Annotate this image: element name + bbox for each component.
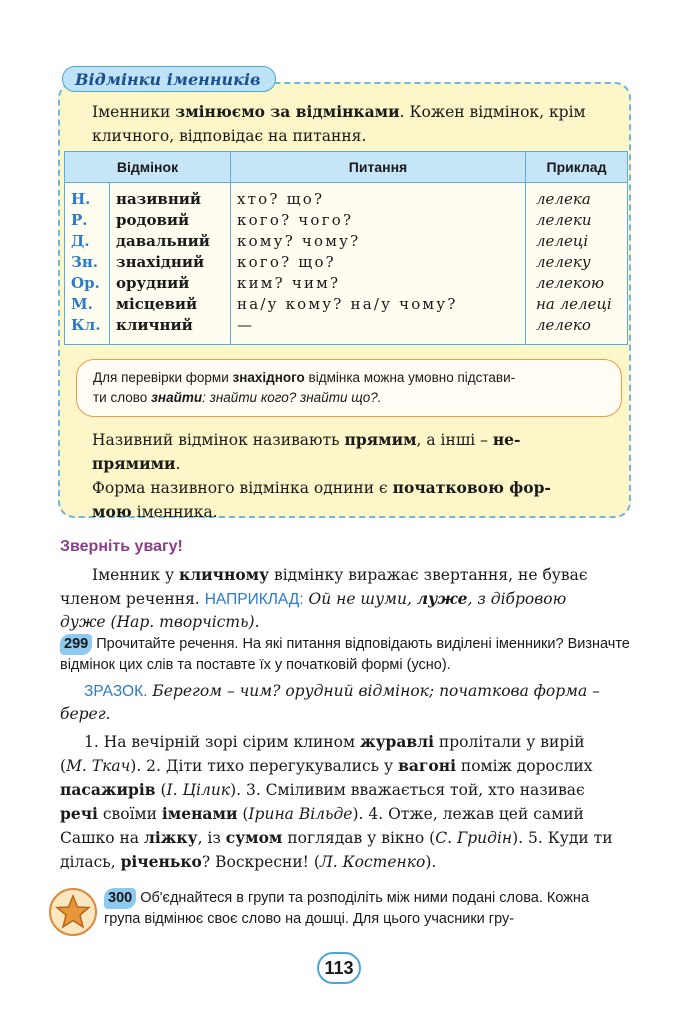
task-299 (60, 634, 640, 676)
case-example: на лелеці (536, 295, 612, 313)
name-column (110, 183, 231, 345)
attention-text: Іменник у (92, 566, 180, 584)
author: Ірина Вільде (248, 805, 353, 823)
case-name: давальний (116, 232, 210, 250)
intro-bold: змінюємо за відмінками (175, 102, 400, 121)
sentence-text: поглядав у вікно ( (282, 829, 436, 847)
highlighted-noun: вагоні (398, 756, 456, 775)
case-example: лелеці (536, 232, 589, 250)
theory-intro (92, 100, 620, 148)
highlighted-noun: ліжку (143, 828, 198, 847)
case-example: лелеку (536, 253, 591, 271)
theory-tab-title: Відмінки іменників (62, 66, 276, 92)
sample-text: Берегом – чим? орудний відмінок; початкова форма – берег. (60, 682, 600, 723)
rule-bold: мою (92, 502, 132, 521)
sentence-text: своїми (97, 805, 162, 823)
note-text: відмінка можна умовно підстави- (304, 370, 516, 385)
intro-text-2: . Кожен відмінок, крім кличного, відповідає на питання. (92, 103, 586, 145)
attention-text: . (254, 613, 260, 631)
task-number-badge: 299 (60, 634, 92, 655)
case-question: ким? чим? (237, 274, 341, 292)
case-abbr: Зн. (71, 253, 99, 271)
case-abbr: Ор. (71, 274, 100, 292)
sentence-text: ). 4. Отже, лежав цей самий Сашко на (60, 805, 584, 847)
case-question: кого? чого? (237, 211, 354, 229)
case-abbr: Н. (71, 190, 91, 208)
sentence-text: ). (425, 853, 437, 871)
case-example: лелеки (536, 211, 592, 229)
sentences-paragraph (60, 730, 616, 874)
rule-bold: прямими (92, 454, 176, 473)
sample-paragraph (60, 680, 616, 726)
note-bold-italic: знайти (151, 390, 203, 405)
case-question: кому? чому? (237, 232, 361, 250)
sentence-text: пролітали у вирій ( (60, 733, 585, 775)
case-name: орудний (116, 274, 190, 292)
case-name: родовий (116, 211, 190, 229)
sentence-text: ( (155, 781, 167, 799)
highlighted-noun: іменами (161, 804, 238, 823)
highlighted-noun: журавлі (359, 732, 434, 751)
example-bold-italic: луже (416, 589, 468, 608)
author: Л. Костенко (319, 853, 426, 871)
case-example: лелеко (536, 316, 591, 334)
sentence-text: 1. На вечірній зорі сірим клином (84, 733, 360, 751)
intro-text: Іменники (92, 103, 176, 121)
attention-bold: кличному (179, 565, 270, 584)
case-example: лелекою (536, 274, 605, 292)
sentence-text: ( (237, 805, 249, 823)
sentence-text: поміж дорослих (455, 757, 593, 775)
sentence-text: ). 5. Куди ти ділась, (60, 829, 613, 871)
case-name: знахідний (116, 253, 205, 271)
rule-bold: початковою фор- (392, 478, 551, 497)
sentence-text: ). 3. Сміливим вважається той, хто називає (230, 781, 585, 799)
attention-paragraph (60, 563, 616, 634)
case-name: місцевий (116, 295, 198, 313)
case-example: лелека (536, 190, 591, 208)
note-italic: : знайти кого? знайти що?. (202, 390, 382, 405)
sentence-text: ). 2. Діти тихо перегукувались у (130, 757, 399, 775)
attention-title: Зверніть увагу! (60, 538, 183, 555)
example-italic: Ой не шуми, (303, 590, 417, 608)
sentence-text: ? Воскресни! ( (201, 853, 320, 871)
rule-bold: не- (492, 430, 521, 449)
case-question: — (237, 316, 255, 334)
example-column (526, 183, 628, 345)
header-question: Питання (231, 152, 526, 183)
author: С. Гридін (435, 829, 513, 847)
attention-text: відмінку виражає звертання, не буває членом речення. (60, 566, 588, 608)
table-body-row (65, 183, 628, 345)
sample-label: ЗРАЗОК. (84, 683, 148, 700)
case-question: кого? що? (237, 253, 336, 271)
task-text: Об'єднайтеся в групи та розподіліть між ними подані слова. Кожна група відмінює своє слово на дошці. Для цього учасники гру- (104, 890, 590, 927)
question-column (231, 183, 526, 345)
case-question: хто? що? (237, 190, 325, 208)
case-name: кличний (116, 316, 193, 334)
table-header-row (65, 152, 628, 183)
header-example: Приклад (526, 152, 628, 183)
initial-form-rule (92, 476, 620, 524)
case-abbr: Д. (71, 232, 90, 250)
highlighted-noun: пасажирів (60, 780, 156, 799)
page-number: 113 (317, 952, 361, 984)
task-text: Прочитайте речення. На які питання відповідають виділені іменники? Визначте відмінок цих слів та поставте їх у початковій формі (усно). (60, 636, 630, 673)
abbr-column (65, 183, 110, 345)
case-name: називний (116, 190, 202, 208)
note-text: ти слово (93, 390, 152, 405)
case-abbr: Р. (71, 211, 88, 229)
task-300 (104, 888, 624, 930)
header-case: Відмінок (65, 152, 231, 183)
rule-text: іменника. (131, 503, 218, 521)
case-question: на/у кому? на/у чому? (237, 295, 458, 313)
example-italic: , з дібровою дуже (Нар. творчість) (60, 590, 567, 631)
rule-text: , а інші – (416, 431, 493, 449)
case-abbr: Кл. (71, 316, 101, 334)
sentence-text: , із (197, 829, 226, 847)
case-abbr: М. (71, 295, 93, 313)
highlighted-noun: річенько (120, 852, 202, 871)
highlighted-noun: речі (60, 804, 98, 823)
direct-case-rule (92, 428, 620, 476)
group-work-star-icon (49, 888, 97, 936)
rule-text: . (175, 455, 181, 473)
highlighted-noun: сумом (225, 828, 283, 847)
rule-bold: прямим (344, 430, 417, 449)
note-text: Для перевірки форми (93, 370, 233, 385)
rule-text: Називний відмінок називають (92, 431, 345, 449)
note-bold: знахідного (232, 370, 305, 385)
accusative-check-note (76, 359, 622, 417)
task-number-badge: 300 (104, 888, 136, 909)
example-label: НАПРИКЛАД: (204, 591, 304, 608)
rule-text: Форма називного відмінка однини є (92, 479, 393, 497)
author: М. Ткач (66, 757, 131, 775)
cases-table (64, 151, 628, 345)
author: І. Цілик (166, 781, 231, 799)
